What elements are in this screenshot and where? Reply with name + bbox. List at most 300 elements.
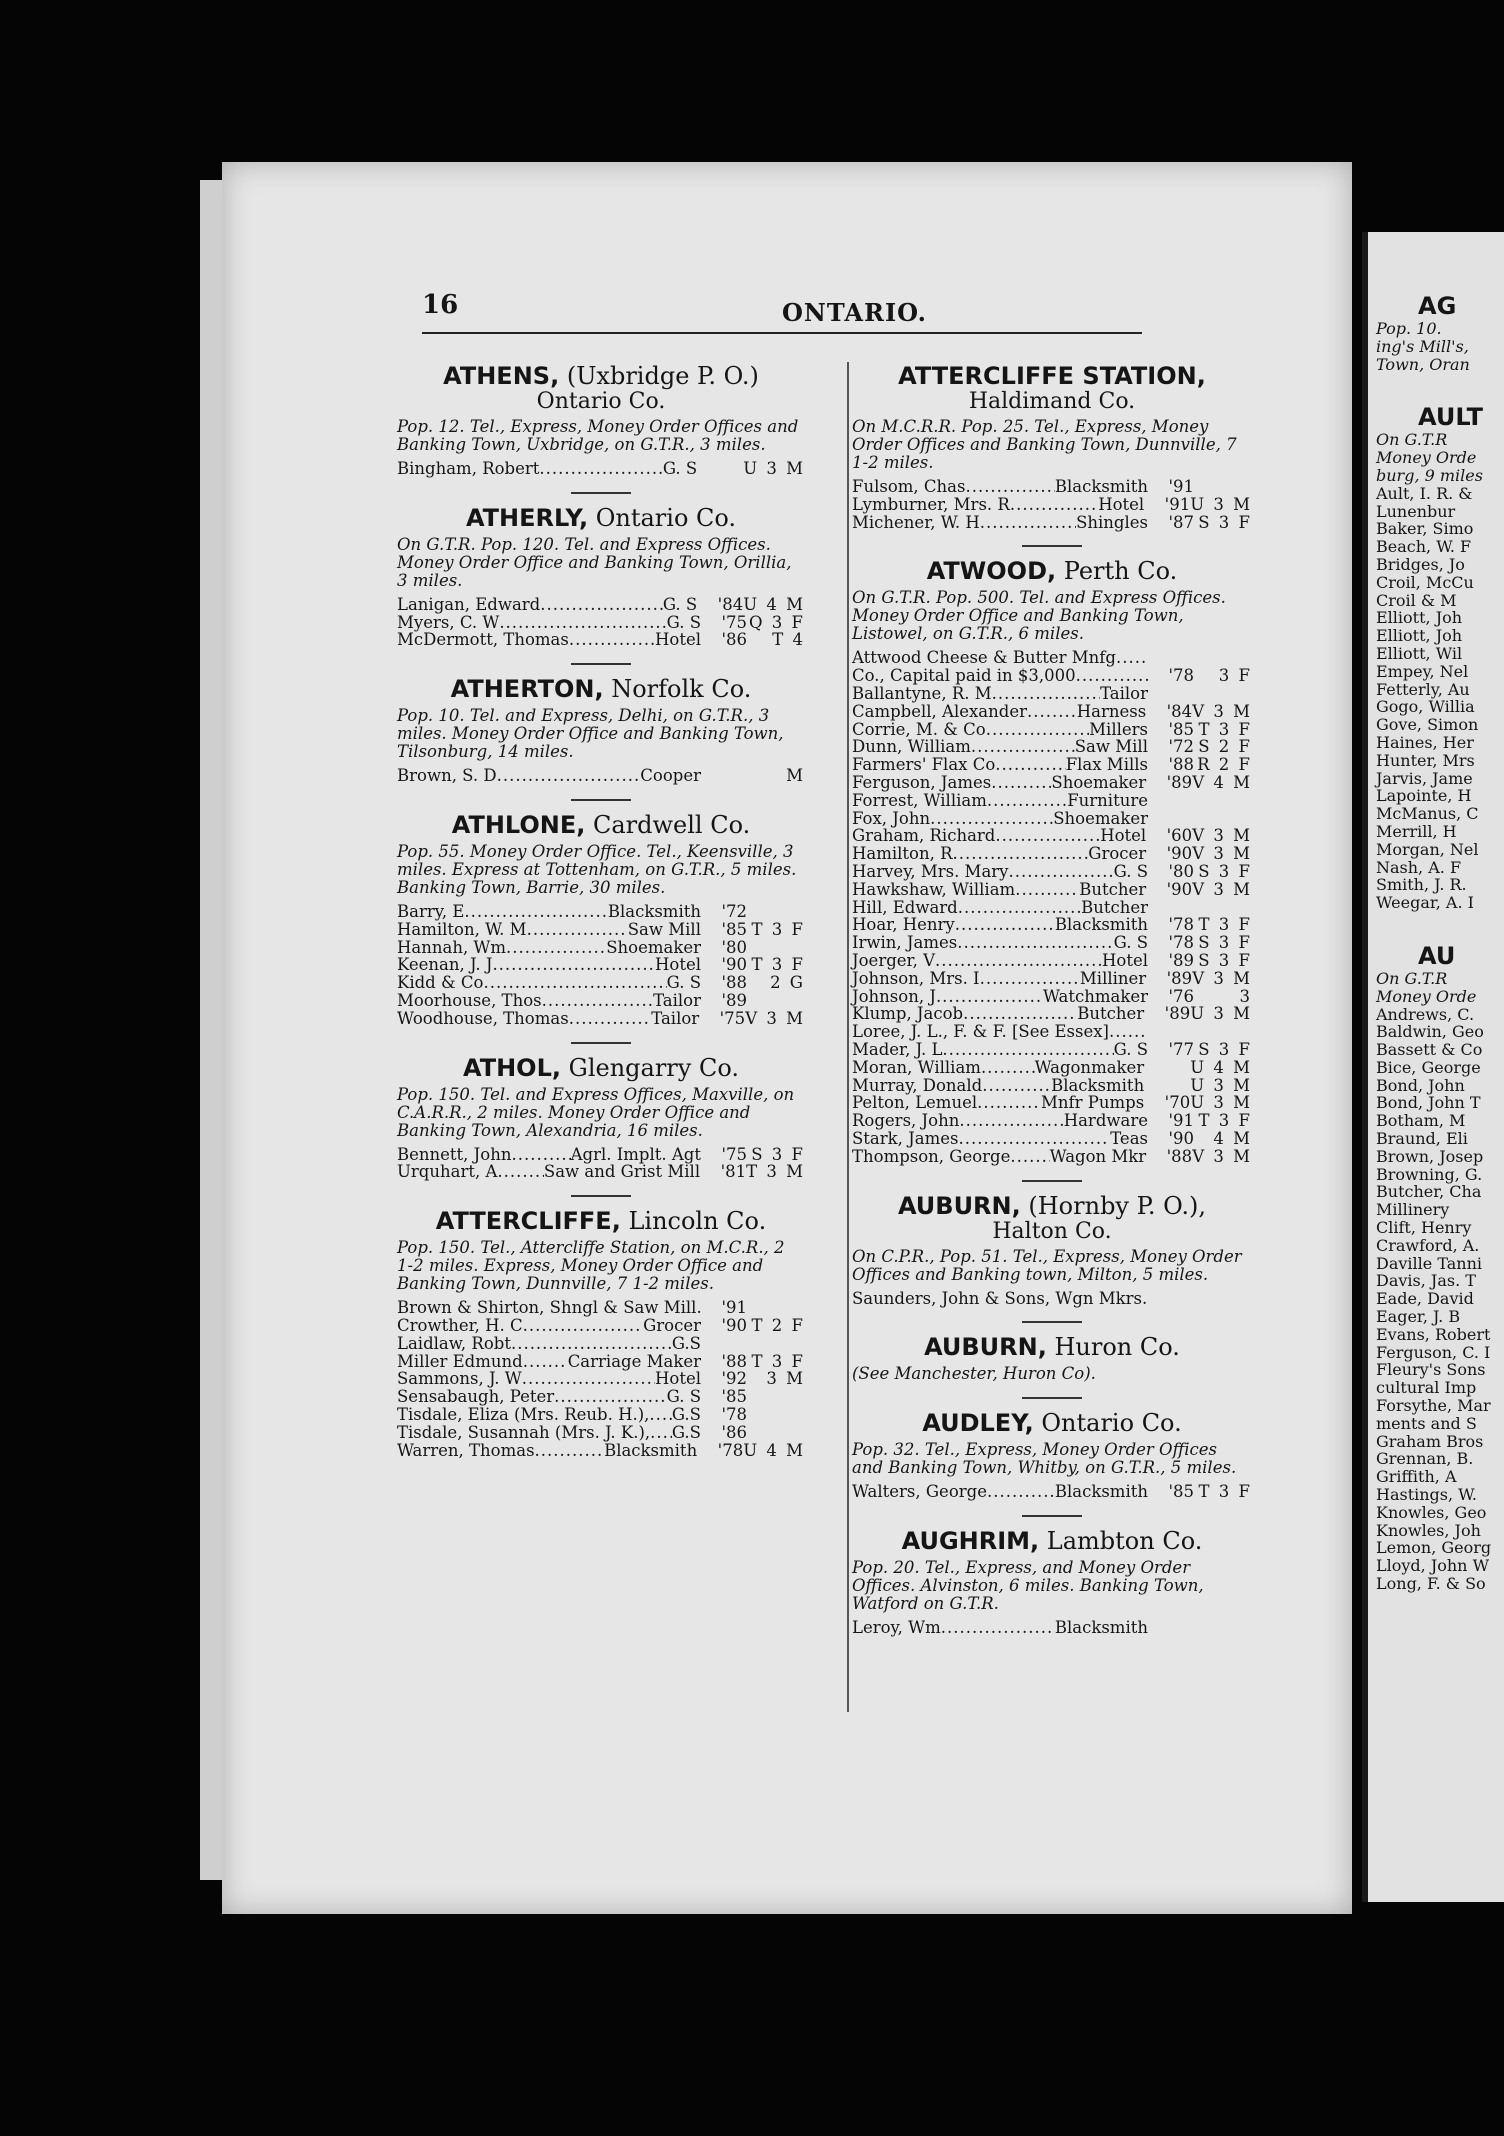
listing-rating: 3 M (766, 1369, 805, 1389)
leader-dots (542, 992, 653, 1010)
next-page-line: Lunenbur (1376, 501, 1456, 521)
next-page-line: Croil, McCu (1376, 572, 1474, 592)
listing-business: Tailor (1100, 683, 1148, 703)
next-page-heading: AG (1418, 292, 1457, 320)
town-heading (852, 1333, 1252, 1361)
town-description: Pop. 10. Tel. and Express, Delhi, on G.T.R., 3 miles. Money Order Office and Banking Town, Tilsonburg, 14 miles. (397, 706, 784, 762)
listing-rating: T 2 F (751, 1315, 805, 1335)
listing-rating: U 4 M (743, 594, 805, 614)
town-county: Norfolk Co. (611, 675, 752, 704)
town-county: Ontario Co. (1041, 1409, 1182, 1438)
section-divider (571, 1042, 631, 1044)
listing-name: Hill, Edward (852, 897, 958, 917)
leader-dots (649, 1406, 671, 1424)
listing-row (397, 1335, 805, 1353)
listing-row (397, 1299, 805, 1317)
listing-business: Blacksmith (1054, 477, 1148, 496)
listing-business: Blacksmith (1054, 1618, 1148, 1638)
listing-business: Butcher (1079, 879, 1147, 899)
listing-row (852, 703, 1252, 721)
town-county: Ontario Co. (595, 503, 737, 532)
section-divider (571, 663, 631, 665)
town-entry (852, 557, 1252, 1165)
listing-row (852, 881, 1252, 899)
next-page-line: Millinery (1376, 1200, 1450, 1220)
listing-business: Furniture (1067, 790, 1148, 810)
section-divider (1022, 1397, 1082, 1399)
listing-year: '72 (721, 901, 747, 921)
listing-year: '90 (1166, 879, 1193, 899)
listing-row (852, 988, 1252, 1006)
leader-dots (987, 1483, 1055, 1501)
listing-row (852, 667, 1252, 685)
listing-name: Co., Capital paid in $3,000 (852, 666, 1076, 686)
listing-name: Brown & Shirton, Shngl & Saw Mill (397, 1298, 697, 1318)
next-page-line: Lemon, Georg (1376, 1538, 1492, 1558)
listing-business: Tailor (651, 1008, 700, 1028)
town-name: ATTERCLIFFE, (435, 1207, 621, 1236)
listing-business: G. S (662, 594, 698, 614)
town-county: Glengarry Co. (568, 1053, 739, 1082)
listing-row (852, 1059, 1252, 1077)
leader-dots (971, 738, 1075, 756)
listing-business: Butcher (1081, 897, 1148, 917)
listing-name: Urquhart, A (397, 1162, 498, 1182)
listing-year (1154, 1619, 1194, 1637)
next-page-line: Empey, Nel (1376, 661, 1469, 681)
listing-rating: 3 F (1218, 666, 1252, 686)
leader-dots (942, 1041, 1113, 1059)
listing-year: '91 (1168, 1111, 1194, 1131)
listing-row (397, 1353, 805, 1371)
town-heading (397, 362, 805, 390)
town-name: ATHENS, (443, 362, 560, 390)
town-entry (852, 1333, 1252, 1383)
leader-dots (941, 1619, 1055, 1637)
town-county: Cardwell Co. (592, 810, 751, 839)
listing-name: Rogers, John (852, 1111, 960, 1131)
listing-name: Hoar, Henry (852, 915, 955, 935)
town-description: On M.C.R.R. Pop. 25. Tel., Express, Money Order Offices and Banking Town, Dunnville, 7 1-2 miles. (852, 417, 1237, 472)
next-page-line: Haines, Her (1376, 732, 1474, 752)
listing-name: Sammons, J. W (397, 1369, 522, 1389)
page-title: ONTARIO. (782, 298, 928, 327)
listing-name: Hamilton, W. M (397, 919, 527, 939)
next-page-fragment (1362, 232, 1504, 1902)
spacer (1368, 912, 1504, 942)
listing-rating (1194, 649, 1252, 667)
listing-row (397, 614, 805, 632)
leader-dots (499, 614, 666, 632)
listing-row (397, 939, 805, 957)
listing-row (397, 956, 805, 974)
town-name: ATHERLY, (465, 503, 589, 532)
listing-year: '89 (1166, 772, 1193, 792)
leader-dots (1027, 703, 1077, 721)
listing-row (397, 460, 805, 478)
listing-business: Grocer (1088, 844, 1147, 864)
leader-dots (464, 903, 607, 921)
listing-rating: S 3 F (751, 1144, 805, 1164)
listing-rating: T 4 (772, 630, 805, 650)
listing-name: Walters, George (852, 1482, 987, 1502)
next-page-line: McManus, C (1376, 804, 1479, 824)
town-heading (852, 1527, 1252, 1555)
listing-name: Corrie, M. & Co (852, 719, 986, 739)
town-name: AUDLEY, (922, 1409, 1034, 1438)
leader-dots (569, 631, 655, 649)
town-heading (397, 811, 805, 839)
listing-year: '89 (1168, 950, 1194, 970)
leader-dots (506, 939, 606, 957)
listing-business: Wagon Mkr (1049, 1146, 1147, 1166)
listing-rating (747, 992, 805, 1010)
listing-year (1154, 899, 1194, 917)
listing-rating (747, 1406, 805, 1424)
listing-year (1150, 1059, 1190, 1077)
listing-name: Laidlaw, Robt (397, 1333, 511, 1353)
listing-business: Saw and Grist Mill (543, 1162, 701, 1182)
next-page-line: Evans, Robert (1376, 1324, 1491, 1344)
listing-rating: V 3 M (1192, 701, 1252, 721)
listing-year: '80 (1168, 861, 1194, 881)
header-rule (422, 332, 1142, 334)
section-divider (1022, 1321, 1082, 1323)
listing-year (1154, 685, 1194, 703)
listing-rating: V 3 M (1192, 844, 1252, 864)
spacer (1368, 373, 1504, 403)
listing-year: '78 (1168, 933, 1194, 953)
next-page-line: Braund, Eli (1376, 1129, 1468, 1149)
listing-name: Ballantyne, R. M (852, 683, 992, 703)
leader-dots (980, 970, 1080, 988)
leader-dots (953, 845, 1089, 863)
next-page-heading: AULT (1418, 403, 1484, 432)
leader-dots (527, 921, 628, 939)
leader-dots (982, 1077, 1051, 1095)
listing-year: '81 (720, 1162, 747, 1182)
listing-year: '89 (721, 990, 747, 1010)
listing-year: '84 (1166, 701, 1193, 721)
next-page-line: Elliott, Wil (1376, 643, 1463, 663)
page-number: 16 (422, 290, 459, 320)
listing-name: Thompson, George (852, 1146, 1011, 1166)
listing-name: Miller Edmund (397, 1351, 523, 1371)
town-entry (852, 1409, 1252, 1501)
listing-row (852, 1112, 1252, 1130)
listing-year (1154, 810, 1194, 828)
listing-year: '77 (1168, 1039, 1194, 1059)
listing-row (397, 1146, 805, 1164)
leader-dots (986, 721, 1089, 739)
listing-rating (1194, 1023, 1252, 1041)
listing-year: '88 (1168, 755, 1194, 775)
next-page-line: Elliott, Joh (1376, 608, 1463, 628)
next-page-line: Forsythe, Mar (1376, 1396, 1491, 1416)
listing-name: Lanigan, Edward (397, 594, 541, 614)
listing-name: Tisdale, Susannah (Mrs. J. K.), (397, 1422, 651, 1442)
listing-rating: T 3 F (1198, 915, 1252, 935)
next-page-line: Baker, Simo (1376, 519, 1474, 539)
town-name: ATHERTON, (450, 675, 604, 704)
leader-dots (1116, 649, 1148, 667)
town-description: On C.P.R., Pop. 51. Tel., Express, Money Order Offices and Banking town, Milton, 5 miles. (852, 1246, 1242, 1284)
listing-rating: U 3 M (743, 459, 805, 478)
next-page-line: ments and S (1376, 1413, 1477, 1433)
leader-dots (1009, 863, 1114, 881)
listing-row (852, 1023, 1252, 1041)
listing-name: Johnson, Mrs. I (852, 968, 980, 988)
leader-dots (522, 1370, 655, 1388)
town-description: Pop. 150. Tel., Attercliffe Station, on M.C.R., 2 1-2 miles. Express, Money Order Office and Banking Town, Dunnville, 7 1-2 miles. (397, 1238, 785, 1294)
listing-business: Cooper (640, 766, 701, 786)
listing-business: Hotel (1102, 950, 1148, 970)
listing-row (852, 1290, 1252, 1308)
listing-name: Forrest, William (852, 790, 987, 810)
listing-business: Watchmaker (1043, 986, 1148, 1006)
listing-name: Crowther, H. C (397, 1315, 523, 1335)
listing-row (852, 827, 1252, 845)
listing-name: Mader, J. L (852, 1039, 943, 1059)
leader-dots (977, 1094, 1041, 1112)
listing-year: '85 (721, 1387, 747, 1407)
leader-dots (995, 756, 1065, 774)
listing-business: Agrl. Implt. Agt (570, 1144, 701, 1164)
listing-row (852, 1077, 1252, 1095)
listing-rating: U 4 M (1190, 1057, 1252, 1077)
listing-row (852, 756, 1252, 774)
listing-business: Flax Mills (1065, 755, 1148, 775)
listing-year: '70 (1164, 1093, 1191, 1113)
listing-row (852, 952, 1252, 970)
listing-business: Wagonmaker (1034, 1057, 1145, 1077)
leader-dots (981, 1059, 1035, 1077)
county-line: Ontario Co. (536, 389, 666, 414)
town-description: Pop. 55. Money Order Office. Tel., Keensville, 3 miles. Express at Tottenham, on G.T.R., 5 miles. Banking Town, Barrie, 30 miles. (397, 841, 797, 897)
listing-rating: S 3 F (1198, 1039, 1252, 1059)
listing-business: Blacksmith (1051, 1075, 1145, 1095)
spacer (1368, 232, 1504, 292)
next-page-line: Eade, David (1376, 1289, 1474, 1309)
listing-rating: S 2 F (1198, 737, 1252, 757)
leader-dots (959, 1112, 1063, 1130)
next-page-line: Money Orde (1376, 448, 1477, 468)
listing-rating (1194, 685, 1252, 703)
listing-year: '78 (1168, 666, 1194, 686)
listing-year (1154, 649, 1194, 667)
town-heading (397, 675, 805, 703)
listing-rating: T 3 M (746, 1162, 805, 1182)
next-page-line: Nash, A. F (1376, 857, 1462, 877)
listing-name: Michener, W. H (852, 512, 980, 532)
listing-business: Tailor (653, 990, 701, 1010)
listing-name: Irwin, James (852, 933, 958, 953)
listing-row (397, 1424, 805, 1442)
listing-year (707, 767, 747, 785)
listing-row (852, 478, 1252, 496)
listing-year: '91 (721, 1298, 747, 1318)
listing-year (1154, 1290, 1194, 1308)
next-page-line: Knowles, Joh (1376, 1520, 1481, 1540)
next-page-line: On G.T.R (1376, 430, 1448, 450)
listing-year (703, 460, 743, 478)
listing-name: Graham, Richard (852, 826, 996, 846)
listing-name: Bennett, John (397, 1144, 512, 1164)
leader-dots (980, 514, 1076, 532)
leader-dots (1109, 1023, 1148, 1041)
listing-business: Hardware (1063, 1111, 1148, 1131)
listing-row (852, 514, 1252, 532)
next-page-line: Lapointe, H (1376, 786, 1472, 806)
section-divider (1022, 545, 1082, 547)
leader-dots (958, 1130, 1110, 1148)
listing-year: '75 (719, 1008, 746, 1028)
listing-business: Carriage Maker (567, 1351, 701, 1371)
listing-year: '90 (1168, 1128, 1194, 1148)
listing-row (852, 649, 1252, 667)
listing-year: '85 (721, 919, 747, 939)
town-county: Lambton Co. (1046, 1527, 1203, 1556)
listing-row (397, 1317, 805, 1335)
listing-year: '88 (1166, 1146, 1193, 1166)
leader-dots (1015, 881, 1079, 899)
listing-rating: U 3 M (1190, 1075, 1252, 1095)
leader-dots (935, 952, 1102, 970)
town-description: (See Manchester, Huron Co). (852, 1364, 1096, 1384)
town-name: ATHOL, (463, 1053, 561, 1082)
listing-year: '88 (721, 973, 747, 993)
town-entry (852, 1192, 1252, 1308)
listing-year: '89 (1166, 968, 1193, 988)
listing-business: Saw Mill (627, 919, 701, 939)
listing-row (852, 1041, 1252, 1059)
listing-business: Grocer (643, 1315, 701, 1335)
town-entry (397, 675, 805, 785)
column-rule (847, 362, 849, 1712)
next-page-line: cultural Imp (1376, 1378, 1477, 1398)
listing-name: Hamilton, R (852, 844, 953, 864)
town-description: Pop. 20. Tel., Express, and Money Order Offices. Alvinston, 6 miles. Banking Town, Watford on G.T.R. (852, 1558, 1204, 1614)
listing-rating: S 3 F (1198, 861, 1252, 881)
town-name: ATTERCLIFFE STATION, (898, 362, 1206, 390)
directory-page (222, 162, 1352, 1914)
listing-row (852, 721, 1252, 739)
town-county: Lincoln Co. (628, 1207, 767, 1236)
listing-business: Shingles (1076, 512, 1148, 532)
listing-rating (1194, 1290, 1252, 1308)
next-page-line: Gove, Simon (1376, 715, 1479, 735)
next-page-line: Butcher, Cha (1376, 1182, 1482, 1202)
next-page-line: Fetterly, Au (1376, 679, 1470, 699)
listing-name: Leroy, Wm (852, 1618, 941, 1638)
town-heading (397, 1054, 805, 1082)
town-description: Pop. 12. Tel., Express, Money Order Offices and Banking Town, Uxbridge, on G.T.R., 3 miles. (397, 417, 799, 454)
leader-dots (992, 685, 1100, 703)
listing-year: '90 (1166, 844, 1193, 864)
listing-name: Moran, William (852, 1057, 981, 1077)
listing-name: Kidd & Co (397, 973, 484, 993)
leader-dots (497, 767, 641, 785)
listing-name: Keenan, J. J (397, 955, 493, 975)
listing-name: Myers, C. W (397, 612, 500, 632)
listing-row (397, 1163, 805, 1181)
listing-year: '89 (1164, 1004, 1191, 1024)
leader-dots (957, 934, 1113, 952)
listing-name: Hannah, Wm (397, 937, 507, 957)
listing-row (397, 974, 805, 992)
listing-year (1154, 792, 1194, 810)
listing-name: Stark, James (852, 1128, 959, 1148)
listing-name: Dunn, William (852, 737, 971, 757)
leader-dots (483, 974, 666, 992)
county-line: Haldimand Co. (968, 389, 1136, 414)
listing-business: G. S (666, 612, 701, 632)
leader-dots (1010, 496, 1098, 514)
left-column (397, 362, 805, 1473)
listing-row (852, 810, 1252, 828)
listing-row (852, 496, 1252, 514)
next-page-line: Smith, J. R. (1376, 875, 1467, 895)
listing-row (852, 934, 1252, 952)
listing-year: '90 (721, 955, 747, 975)
listing-rating: T 3 F (751, 955, 805, 975)
next-page-line: Jarvis, Jame (1376, 768, 1473, 788)
next-page-line: Bridges, Jo (1376, 554, 1465, 574)
next-page-line: Graham Bros (1376, 1431, 1484, 1451)
listing-business: Harness (1076, 701, 1147, 721)
listing-name: McDermott, Thomas (397, 630, 569, 650)
listing-rating: T 3 F (1198, 1111, 1252, 1131)
listing-year (707, 1335, 747, 1353)
county-line: Halton Co. (992, 1218, 1112, 1244)
listing-rating: U 3 M (1190, 1004, 1252, 1024)
leader-dots (1142, 1290, 1148, 1308)
listing-name: Loree, J. L., F. & F. [See Essex] (852, 1022, 1109, 1042)
listing-row (397, 903, 805, 921)
next-page-line: Hastings, W. (1376, 1485, 1477, 1505)
listing-business: G.S (671, 1404, 701, 1424)
listing-rating (1194, 792, 1252, 810)
leader-dots (987, 792, 1067, 810)
leader-dots (991, 774, 1051, 792)
section-divider (571, 799, 631, 801)
town-county: Huron Co. (1054, 1333, 1180, 1362)
listing-year: '91 (1168, 477, 1194, 496)
listing-business: G.S (671, 1333, 701, 1353)
next-page-line: Grennan, B. (1376, 1449, 1474, 1469)
listing-business: Hotel (1098, 494, 1145, 514)
listing-row (852, 916, 1252, 934)
listing-name: Fulsom, Chas (852, 477, 966, 496)
listing-name: Woodhouse, Thomas (397, 1008, 569, 1028)
next-page-line: Browning, G. (1376, 1164, 1483, 1184)
listing-rating: V 3 M (1192, 879, 1252, 899)
next-page-line: Davis, Jas. T (1376, 1271, 1476, 1291)
next-page-line: Crawford, A. (1376, 1235, 1480, 1255)
listing-year: '76 (1168, 986, 1194, 1006)
listing-name: Harvey, Mrs. Mary (852, 861, 1009, 881)
next-page-line: Bond, John (1376, 1075, 1465, 1095)
listing-rating: R 2 F (1197, 755, 1252, 775)
listing-rating: Q 3 F (749, 612, 805, 632)
listing-row (852, 1094, 1252, 1112)
listing-year: '72 (1168, 737, 1194, 757)
listing-business: Butcher (1077, 1004, 1145, 1024)
leader-dots (958, 899, 1081, 917)
town-entry (397, 811, 805, 1028)
listing-name: Tisdale, Eliza (Mrs. Reub. H.), (397, 1404, 650, 1424)
listing-rating: 2 G (770, 973, 805, 993)
